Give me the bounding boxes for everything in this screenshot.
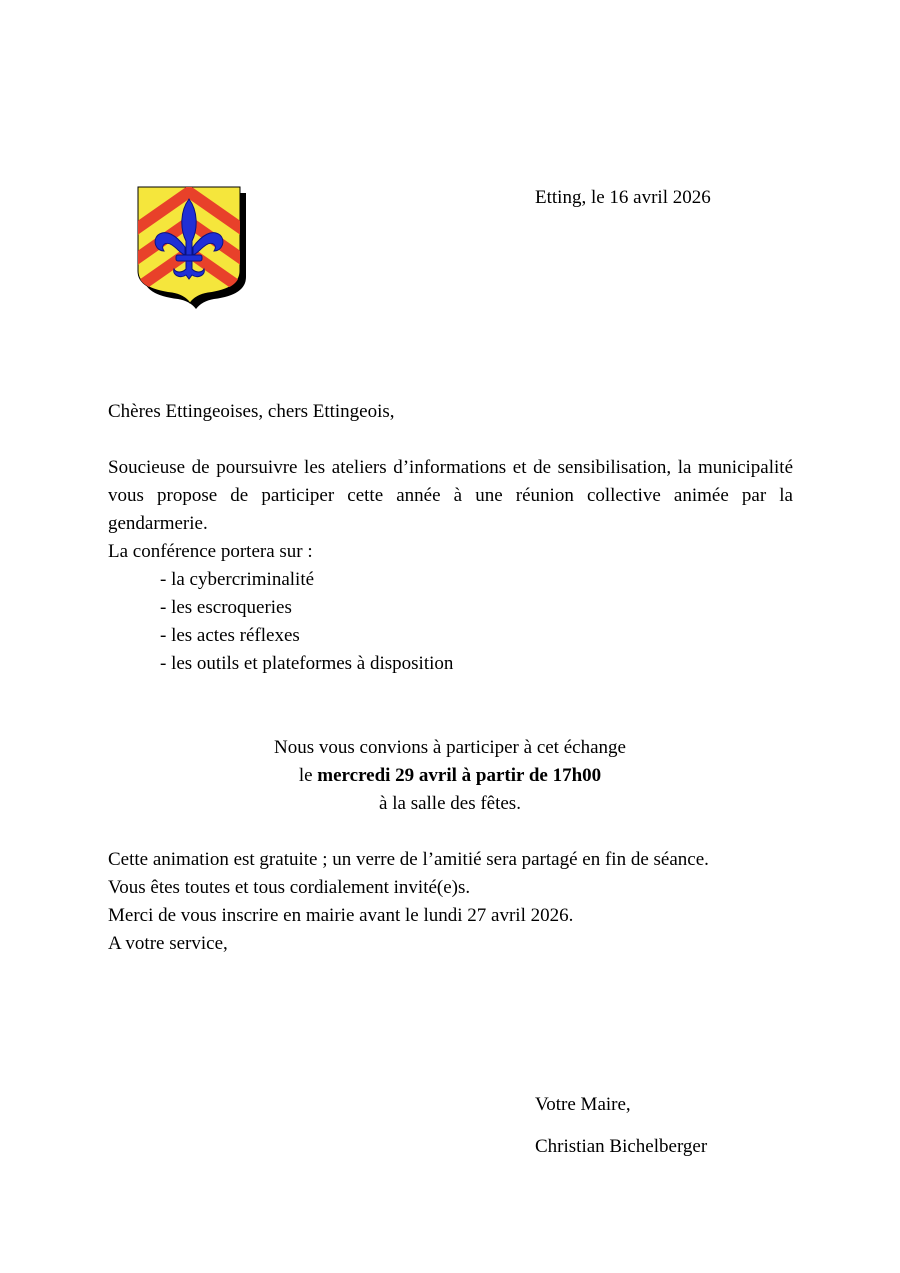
place-date: Etting, le 16 avril 2026: [535, 187, 711, 208]
list-item: - la cybercriminalité: [160, 569, 315, 590]
salutation: Chères Ettingeoises, chers Ettingeois,: [108, 401, 395, 422]
invitation-line-1: Nous vous convions à participer à cet échange: [274, 737, 626, 758]
signature-name: Christian Bichelberger: [535, 1136, 708, 1157]
closing-line: Cette animation est gratuite ; un verre de l’amitié sera partagé en fin de séance.: [108, 849, 709, 870]
intro-paragraph: [108, 454, 793, 538]
topics-intro: La conférence portera sur :: [108, 541, 313, 562]
closing-line: Merci de vous inscrire en mairie avant le lundi 27 avril 2026.: [108, 905, 574, 926]
event-date-time: mercredi 29 avril à partir de 17h00: [317, 765, 602, 786]
signature-title: Votre Maire,: [535, 1094, 631, 1115]
closing-line: A votre service,: [108, 933, 228, 954]
closing-block: [108, 846, 709, 958]
invitation-block: [0, 734, 900, 818]
list-item: - les outils et plateformes à disposition: [160, 653, 454, 674]
invitation-prefix: le: [298, 765, 318, 786]
topics-list: [160, 566, 453, 678]
coat-of-arms-icon: [136, 185, 248, 311]
invitation-line-3: à la salle des fêtes.: [379, 793, 521, 814]
list-item: - les actes réflexes: [160, 625, 300, 646]
invitation-line-2: [0, 762, 900, 790]
intro-text: Soucieuse de poursuivre les ateliers d’informations et de sensibilisation, la municipalité vous propose de participer cette année à une réunion collective animée par la gendarmerie.: [108, 457, 793, 534]
signature-block: [535, 1091, 707, 1161]
closing-line: Vous êtes toutes et tous cordialement invité(e)s.: [108, 877, 471, 898]
list-item: - les escroqueries: [160, 597, 292, 618]
